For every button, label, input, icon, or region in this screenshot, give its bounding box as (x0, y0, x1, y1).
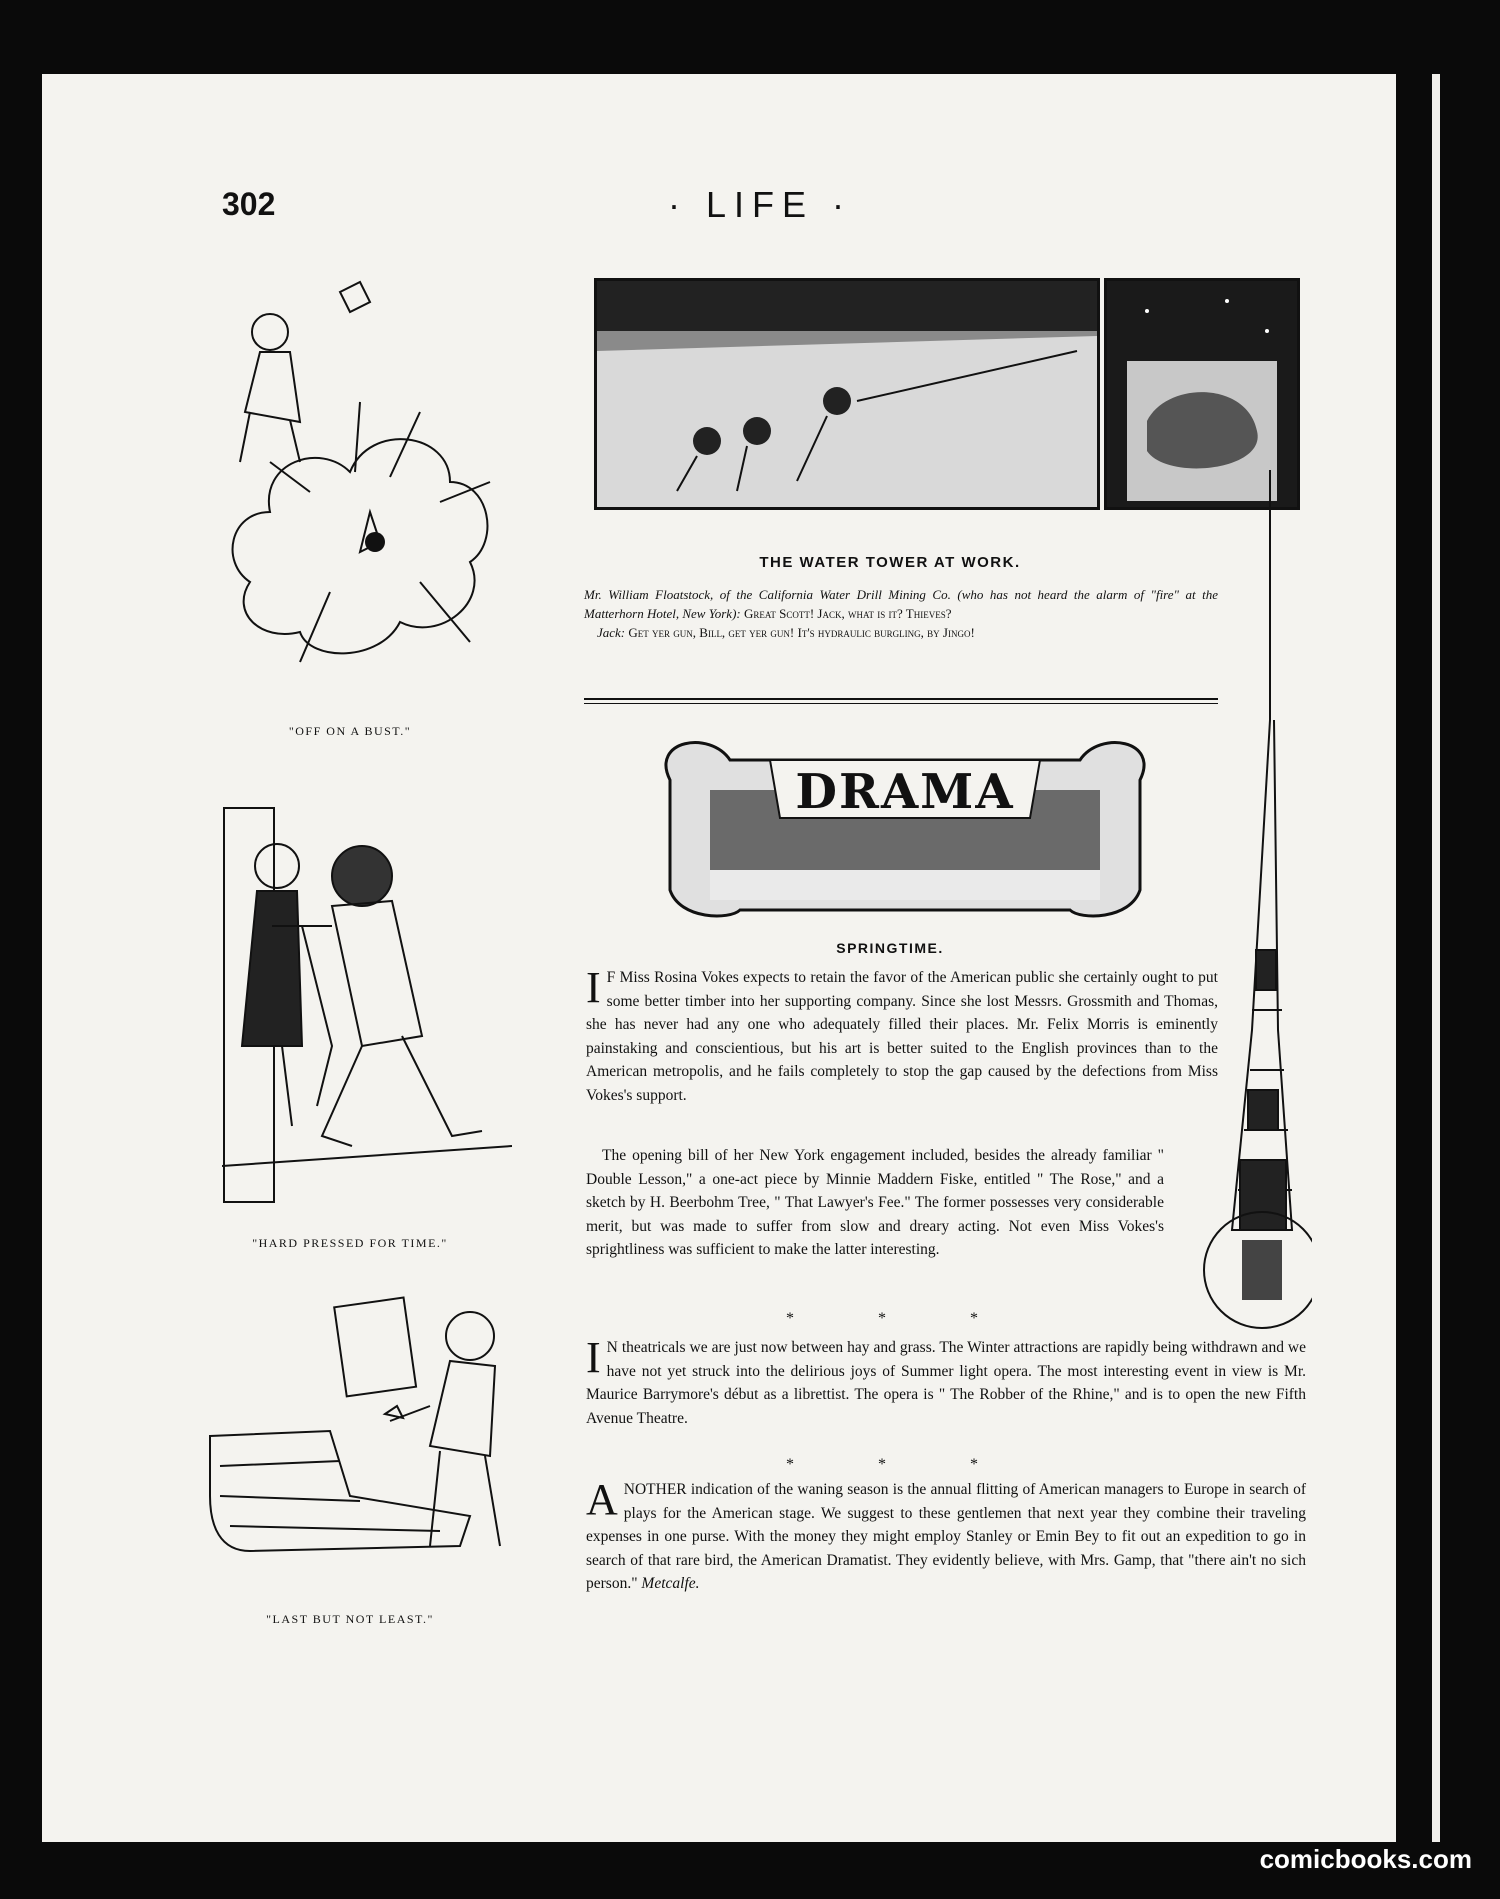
cartoon-explosion (190, 262, 510, 702)
section-divider (584, 698, 1218, 704)
drop-cap-2: I (586, 1333, 601, 1382)
drama-p4-text: NOTHER indication of the waning season is the annual flitting of American managers to Europe in search of plays for the American stage. We suggest to these gentlemen that next year they combine their traveling expenses in one purse. With the money they might employ Stanley or Emin Bey to fit out an expedition to go in search of that rare bird, the American Dramatist. They evidently believe, with Mrs. Gamp, that "there ain't no sich person." (586, 1481, 1306, 1592)
cartoon-hard-pressed (222, 806, 512, 1206)
next-page-edge (1432, 74, 1440, 1842)
drama-subtitle: SPRINGTIME. (836, 940, 944, 956)
cartoon-shoe-last (190, 1296, 540, 1596)
section-stars-1: * * * (786, 1310, 1018, 1327)
page-gutter (1396, 74, 1436, 1842)
author-signature: Metcalfe. (641, 1575, 700, 1592)
section-stars-2: * * * (786, 1456, 1018, 1473)
jack-reply: Get yer gun, Bill, get yer gun! It's hydraulic burgling, by Jingo! (628, 625, 975, 640)
caption-hard-pressed: "HARD PRESSED FOR TIME." (252, 1236, 448, 1250)
illustration-water-tower-panel (594, 278, 1100, 510)
jack-label: Jack: (597, 625, 626, 640)
drama-p2-text: The opening bill of her New York engagement included, besides the already familiar " Double Lesson," a one-act piece by Minnie Maddern Fiske, entitled " The Rose," and a sketch by H. Beerbohm Tree, " That Lawyer's Fee." The former possesses very considerable merit, but was made to suffer from slow and dreary acting. Not even Miss Vokes's sprightliness was sufficient to make the latter interesting. (586, 1147, 1164, 1258)
drama-banner-illustration (650, 720, 1160, 926)
drop-cap-3: A (586, 1475, 618, 1524)
page-number: 302 (222, 186, 276, 222)
floatstock-exclaim: Great Scott! Jack, what is it? Thieves? (743, 606, 952, 621)
drama-paragraph-1 (586, 963, 1218, 1107)
watermark-text: comicbooks.com (1259, 1844, 1472, 1874)
drama-p1-text: F Miss Rosina Vokes expects to retain the favor of the American public she certainly ought to put some better timber into her supporting company. Since she lost Messrs. Grossmith and Thomas, she has never had any one who adequately filled their places. Mr. Felix Morris is eminently painstaking and conscientious, but his art is better suited to the English provinces than to the American metropolis, and he fails completely to stop the gap caused by the defections from Miss Vokes's support. (586, 969, 1218, 1104)
water-tower-dialogue (584, 585, 1218, 642)
caption-last-but-not-least: "LAST BUT NOT LEAST." (266, 1612, 434, 1626)
drama-paragraph-2 (586, 1144, 1164, 1262)
drama-p3-text: N theatricals we are just now between hay and grass. The Winter attractions are rapidly being withdrawn and we have not yet struck into the delirious joys of Summer light opera. The most interesting event in view is Mr. Maurice Barrymore's début as a librettist. The opera is " The Robber of the Rhine," and is to open the new Fifth Avenue Theatre. (586, 1339, 1306, 1427)
floatstock-line: Mr. William Floatstock, of the California Water Drill Mining Co. (who has not heard the alarm of "fire" at the Matterhorn Hotel, New York): (584, 587, 1218, 621)
drama-paragraph-3 (586, 1333, 1306, 1430)
drama-paragraph-4 (586, 1475, 1306, 1596)
drop-cap-1: I (586, 963, 601, 1012)
water-tower-title: THE WATER TOWER AT WORK. (759, 554, 1021, 571)
masthead-title: · LIFE · (668, 184, 853, 225)
caption-off-on-a-bust: "OFF ON A BUST." (288, 724, 412, 738)
drama-banner-title: DRAMA (795, 764, 1015, 820)
